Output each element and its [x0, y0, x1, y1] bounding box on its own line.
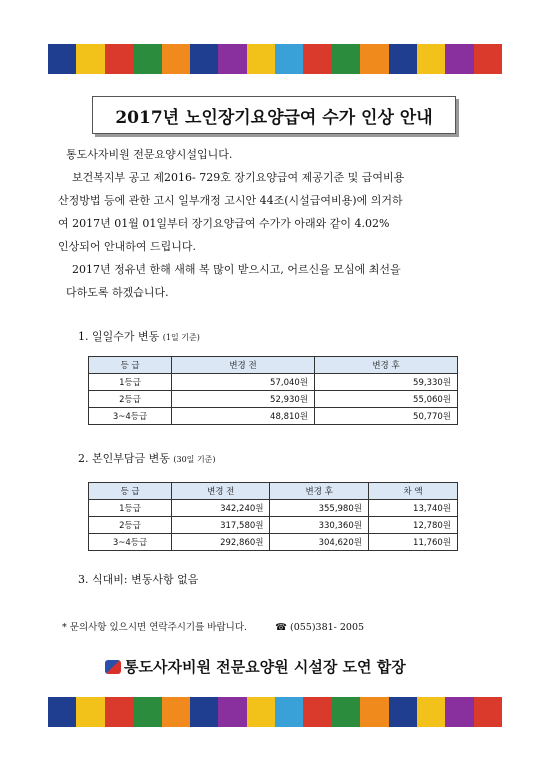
copay-table: [88, 482, 458, 551]
paragraph-line: 2017년 정유년 한해 새해 복 많이 받으시고, 어르신을 모심에 최선을: [72, 263, 401, 276]
cell-grade: 1등급: [89, 374, 172, 391]
signature-text: 통도사자비원 전문요양원 시설장 도연 합장: [124, 658, 406, 676]
section3-heading: [78, 571, 198, 587]
section2-title: 2. 본인부담금 변동: [78, 452, 170, 465]
cell-after: 50,770원: [315, 408, 458, 425]
paragraph-line: 보건복지부 공고 제2016- 729호 장기요양급여 제공기준 및 급여비용: [72, 171, 405, 184]
stripe-segment: [360, 44, 388, 74]
header-before: 변경 전: [172, 483, 270, 500]
cell-after: 304,620원: [270, 534, 368, 551]
temple-logo-icon: [105, 660, 121, 674]
cell-after: 55,060원: [315, 391, 458, 408]
cell-before: 342,240원: [172, 500, 270, 517]
paragraph-line: 통도사자비원 전문요양시설입니다.: [66, 148, 233, 161]
stripe-segment: [162, 44, 190, 74]
table-row: [89, 500, 458, 517]
stripe-segment: [275, 44, 303, 74]
stripe-segment: [162, 697, 190, 727]
stripe-segment: [332, 44, 360, 74]
stripe-segment: [360, 697, 388, 727]
title-text: 2017년 노인장기요양급여 수가 인상 안내: [115, 107, 433, 128]
header-grade: 등 급: [89, 357, 172, 374]
cell-difference: 12,780원: [368, 517, 457, 534]
stripe-segment: [190, 44, 218, 74]
header-grade: 등 급: [89, 483, 172, 500]
section3-title: 3. 식대비: 변동사항 없음: [78, 573, 199, 586]
stripe-segment: [275, 697, 303, 727]
stripe-segment: [417, 44, 445, 74]
stripe-segment: [474, 697, 502, 727]
header-after: 변경 후: [270, 483, 368, 500]
header-difference: 차 액: [368, 483, 457, 500]
section1-heading: [78, 328, 200, 344]
header-after: 변경 후: [315, 357, 458, 374]
paragraph-line: 다하도록 하겠습니다.: [66, 286, 169, 299]
stripe-segment: [417, 697, 445, 727]
stripe-segment: [303, 44, 331, 74]
cell-after: 59,330원: [315, 374, 458, 391]
cell-before: 57,040원: [172, 374, 315, 391]
stripe-segment: [133, 697, 161, 727]
paragraph-line: 인상되어 안내하여 드립니다.: [58, 240, 197, 253]
cell-before: 48,810원: [172, 408, 315, 425]
cell-grade: 2등급: [89, 517, 172, 534]
section1-title: 1. 일일수가 변동: [78, 330, 160, 343]
stripe-segment: [389, 697, 417, 727]
table-row: [89, 391, 458, 408]
cell-before: 317,580원: [172, 517, 270, 534]
cell-after: 330,360원: [270, 517, 368, 534]
table-header-row: [89, 357, 458, 374]
stripe-segment: [133, 44, 161, 74]
stripe-segment: [389, 44, 417, 74]
stripe-segment: [218, 697, 246, 727]
stripe-segment: [247, 697, 275, 727]
paragraph-line: 산정방법 등에 관한 고시 일부개정 고시안 44조(시설급여비용)에 의거하: [58, 194, 403, 207]
section2-note: (30일 기준): [173, 455, 216, 464]
stripe-segment: [474, 44, 502, 74]
cell-grade: 1등급: [89, 500, 172, 517]
cell-difference: 13,740원: [368, 500, 457, 517]
section2-heading: [78, 450, 216, 466]
contact-phone: (055)381- 2005: [289, 622, 365, 633]
stripe-segment: [76, 44, 104, 74]
stripe-segment: [445, 697, 473, 727]
stripe-segment: [48, 44, 76, 74]
page-title: [92, 96, 456, 134]
stripe-segment: [105, 697, 133, 727]
cell-grade: 3~4등급: [89, 534, 172, 551]
cell-difference: 11,760원: [368, 534, 457, 551]
daily-rate-table: [88, 356, 458, 425]
section1-note: (1일 기준): [162, 333, 200, 342]
stripe-segment: [247, 44, 275, 74]
top-color-stripe: [48, 44, 502, 74]
stripe-segment: [445, 44, 473, 74]
cell-after: 355,980원: [270, 500, 368, 517]
stripe-segment: [48, 697, 76, 727]
table-row: [89, 517, 458, 534]
cell-before: 292,860원: [172, 534, 270, 551]
cell-before: 52,930원: [172, 391, 315, 408]
stripe-segment: [332, 697, 360, 727]
footer-signature: [105, 656, 406, 677]
stripe-segment: [303, 697, 331, 727]
table-row: [89, 374, 458, 391]
table-row: [89, 408, 458, 425]
paragraph-line: 여 2017년 01월 01일부터 장기요양급여 수가가 아래와 같이 4.02%: [58, 217, 390, 230]
header-before: 변경 전: [172, 357, 315, 374]
stripe-segment: [190, 697, 218, 727]
table-header-row: [89, 483, 458, 500]
cell-grade: 3~4등급: [89, 408, 172, 425]
bottom-color-stripe: [48, 697, 502, 727]
stripe-segment: [76, 697, 104, 727]
stripe-segment: [105, 44, 133, 74]
stripe-segment: [218, 44, 246, 74]
cell-grade: 2등급: [89, 391, 172, 408]
contact-line: [62, 619, 462, 633]
telephone-icon: ☎: [275, 622, 287, 633]
contact-message: * 문의사항 있으시면 연락주시기를 바랍니다.: [62, 622, 248, 633]
table-row: [89, 534, 458, 551]
announcement-body: [58, 143, 498, 304]
